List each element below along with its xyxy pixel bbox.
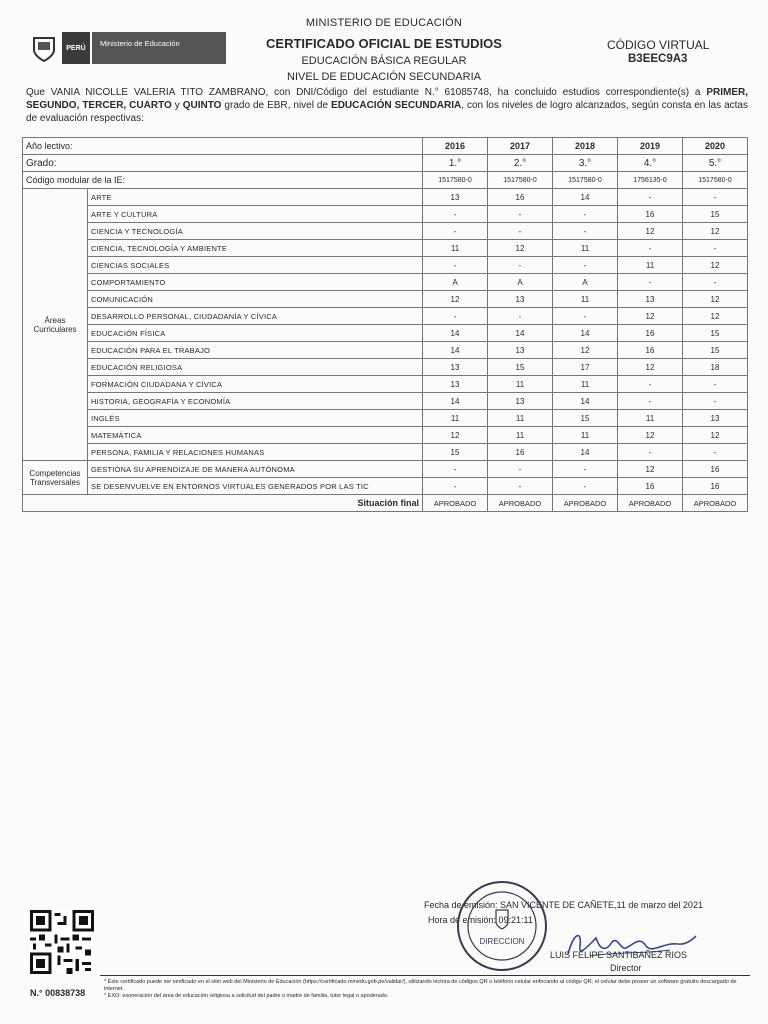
final-status-cell: APROBADO [488,495,553,512]
subject-row [23,257,748,274]
issue-date: Fecha de emisión: SAN VICENTE DE CAÑETE,11 de marzo del 2021 [424,900,703,910]
subject-name: CIENCIAS SOCIALES [88,257,423,274]
subject-row [23,393,748,410]
subject-name: EDUCACIÓN PARA EL TRABAJO [88,342,423,359]
subject-name: ARTE Y CULTURA [88,206,423,223]
score-cell: 16 [488,444,553,461]
subject-name: ARTE [88,189,423,206]
year-row [23,138,748,155]
subject-row [23,359,748,376]
score-cell: - [423,308,488,325]
statement-level: EDUCACIÓN SECUNDARIA [331,100,462,111]
score-cell: 13 [488,291,553,308]
final-status-cell: APROBADO [423,495,488,512]
score-cell: 12 [488,240,553,257]
score-cell: 14 [423,342,488,359]
grade-row [23,155,748,172]
score-cell: - [553,461,618,478]
virtual-code-label: CÓDIGO VIRTUAL [607,38,710,52]
institution-code-row [23,172,748,189]
virtual-code-value: B3EEC9A3 [628,53,688,65]
score-cell: - [423,478,488,495]
score-cell: - [488,478,553,495]
score-cell: 12 [423,291,488,308]
institution-code-label: Código modular de la IE: [23,172,423,189]
score-cell: - [553,223,618,240]
education-type: EDUCACIÓN BÁSICA REGULAR [301,55,467,67]
score-cell: - [618,189,683,206]
final-status-cell: APROBADO [683,495,748,512]
score-cell: 12 [683,308,748,325]
year-cell: 2019 [618,138,683,155]
subject-name: PERSONA, FAMILIA Y RELACIONES HUMANAS [88,444,423,461]
score-cell: - [618,376,683,393]
subject-row [23,223,748,240]
subject-row [23,274,748,291]
score-cell: 15 [553,410,618,427]
score-cell: 14 [423,325,488,342]
score-cell: - [618,393,683,410]
subject-name: COMUNICACIÓN [88,291,423,308]
ministry-heading: MINISTERIO DE EDUCACIÓN [305,17,463,29]
subject-name: EDUCACIÓN RELIGIOSA [88,359,423,376]
score-cell: - [423,461,488,478]
institution-code-cell: 1517580-0 [423,172,488,189]
areas-group-label: Áreas Curriculares [23,189,88,461]
subject-row [23,240,748,257]
year-cell: 2016 [423,138,488,155]
score-cell: - [553,257,618,274]
score-cell: 11 [488,427,553,444]
score-cell: 11 [488,376,553,393]
grade-cell: 3.° [553,155,618,172]
score-cell: 12 [683,257,748,274]
score-cell: - [683,274,748,291]
subject-row [23,291,748,308]
subject-name: HISTORIA, GEOGRAFÍA Y ECONOMÍA [88,393,423,410]
qr-code-icon [30,910,94,974]
score-cell: - [553,206,618,223]
footnote-verification: * Este certificado puede ser verificado en el sitio web del Ministerio de Educación (https://certificado.minedu.gob.pe/validar/), utilizando lectora de códigos QR o teléfono celular enfocando al código QR; el celular debe poseer un software gratuito descargado de internet. [104,979,737,992]
statement-quinto: QUINTO [182,100,222,111]
score-cell: 13 [618,291,683,308]
score-cell: 11 [618,410,683,427]
score-cell: - [423,257,488,274]
score-cell: 11 [553,291,618,308]
statement-text-1: Que VANIA NICOLLE VALERIA TITO ZAMBRANO, con DNI/Código del estudiante N.° 61085748, ha concluido estudios correspondiente(s) a [26,87,707,98]
score-cell: 16 [618,325,683,342]
score-cell: 14 [553,444,618,461]
score-cell: 16 [618,478,683,495]
subject-row [23,189,748,206]
score-cell: - [618,274,683,291]
competencias-group-label: Competencias Transversales [23,461,88,495]
score-cell: 16 [683,478,748,495]
score-cell: - [423,206,488,223]
score-cell: 12 [618,308,683,325]
score-cell: - [618,444,683,461]
subject-row [23,410,748,427]
grades-table [22,137,748,512]
competency-name: GESTIONA SU APRENDIZAJE DE MANERA AUTÓNOMA [88,461,423,478]
subject-row [23,376,748,393]
subject-name: CIENCIA, TECNOLOGÍA Y AMBIENTE [88,240,423,257]
score-cell: 14 [423,393,488,410]
score-cell: A [553,274,618,291]
score-cell: 11 [553,427,618,444]
official-stamp-icon [456,880,548,972]
statement-text-2: grado de EBR, nivel de [221,100,332,111]
score-cell: 13 [488,393,553,410]
certificate-statement [26,86,748,125]
score-cell: 13 [488,342,553,359]
grade-cell: 5.° [683,155,748,172]
score-cell: 14 [553,393,618,410]
score-cell: - [683,240,748,257]
score-cell: 12 [683,427,748,444]
score-cell: 12 [618,461,683,478]
subject-name: COMPORTAMIENTO [88,274,423,291]
footnote-exoneration: * EXO: exoneración del área de educación religiosa a solicitud del padre o madre de familia, tutor legal o apoderado. [104,993,389,999]
score-cell: - [683,393,748,410]
score-cell: 16 [618,342,683,359]
score-cell: - [553,478,618,495]
education-level: NIVEL DE EDUCACIÓN SECUNDARIA [287,71,481,83]
score-cell: 14 [488,325,553,342]
grade-cell: 2.° [488,155,553,172]
logo-peru-text: PERÚ [62,32,90,64]
score-cell: 16 [683,461,748,478]
score-cell: 12 [553,342,618,359]
institution-code-cell: 1517580-0 [683,172,748,189]
score-cell: 11 [618,257,683,274]
final-status-cell: APROBADO [553,495,618,512]
year-label: Año lectivo: [23,138,423,155]
footnotes [104,979,744,1000]
subject-name: DESARROLLO PERSONAL, CIUDADANÍA Y CÍVICA [88,308,423,325]
score-cell: 12 [423,427,488,444]
score-cell: 12 [618,223,683,240]
score-cell: 17 [553,359,618,376]
score-cell: 16 [618,206,683,223]
score-cell: 11 [423,240,488,257]
score-cell: A [423,274,488,291]
institution-code-cell: 1517580-0 [488,172,553,189]
stamp-label: DIRECCION [479,937,525,946]
serial-number: N.° 00838738 [30,988,86,998]
score-cell: 12 [683,223,748,240]
score-cell: 13 [423,359,488,376]
grades-table-body [23,138,748,512]
institution-code-cell: 1756135-0 [618,172,683,189]
score-cell: 11 [553,376,618,393]
score-cell: - [618,240,683,257]
score-cell: 12 [618,427,683,444]
score-cell: - [683,189,748,206]
subject-name: CIENCIA Y TECNOLOGÍA [88,223,423,240]
final-status-label: Situación final [23,495,423,512]
footer-divider [100,975,750,976]
statement-and: y [171,100,183,111]
score-cell: - [488,461,553,478]
subject-name: EDUCACIÓN FÍSICA [88,325,423,342]
score-cell: 15 [683,206,748,223]
score-cell: - [683,444,748,461]
subject-name: MATEMÁTICA [88,427,423,444]
score-cell: 14 [553,189,618,206]
director-title: Director [610,963,642,973]
director-name: LUIS FELIPE SANTIBAÑEZ RIOS [550,950,688,960]
year-cell: 2020 [683,138,748,155]
score-cell: 15 [683,325,748,342]
score-cell: 15 [488,359,553,376]
competency-name: SE DESENVUELVE EN ENTORNOS VIRTUALES GENERADOS POR LAS TIC [88,478,423,495]
grade-cell: 4.° [618,155,683,172]
logo-ministry-text: Ministerio de Educación [92,32,226,64]
score-cell: 13 [683,410,748,427]
score-cell: 13 [423,189,488,206]
score-cell: - [683,376,748,393]
score-cell: - [488,257,553,274]
subject-row [23,308,748,325]
score-cell: 18 [683,359,748,376]
final-status-cell: APROBADO [618,495,683,512]
certificate-title: CERTIFICADO OFICIAL DE ESTUDIOS [266,36,502,51]
subject-row [23,427,748,444]
grade-cell: 1.° [423,155,488,172]
subject-name: FORMACIÓN CIUDADANA Y CÍVICA [88,376,423,393]
score-cell: A [488,274,553,291]
score-cell: - [553,308,618,325]
issue-time: Hora de emisión: 09:21:11 [428,915,533,925]
subject-row [23,444,748,461]
subject-row [23,342,748,359]
score-cell: - [488,308,553,325]
score-cell: - [488,206,553,223]
statement-grades: PRIMER, SEGUNDO, TERCER, CUARTO [26,87,748,111]
score-cell: 16 [488,189,553,206]
subject-row [23,206,748,223]
year-cell: 2017 [488,138,553,155]
score-cell: - [423,223,488,240]
subject-name: INGLÉS [88,410,423,427]
score-cell: 11 [423,410,488,427]
score-cell: 15 [423,444,488,461]
subject-row [23,325,748,342]
score-cell: 13 [423,376,488,393]
competency-row [23,461,748,478]
score-cell: 14 [553,325,618,342]
score-cell: 15 [683,342,748,359]
score-cell: 12 [683,291,748,308]
score-cell: - [488,223,553,240]
score-cell: 12 [618,359,683,376]
score-cell: 11 [488,410,553,427]
statement-text-3: , con los niveles de logro alcanzados, según consta en las actas de evaluación respectivas: [26,100,748,124]
score-cell: 11 [553,240,618,257]
competency-row [23,478,748,495]
final-status-row [23,495,748,512]
grade-label: Grado: [23,155,423,172]
year-cell: 2018 [553,138,618,155]
institution-code-cell: 1517580-0 [553,172,618,189]
